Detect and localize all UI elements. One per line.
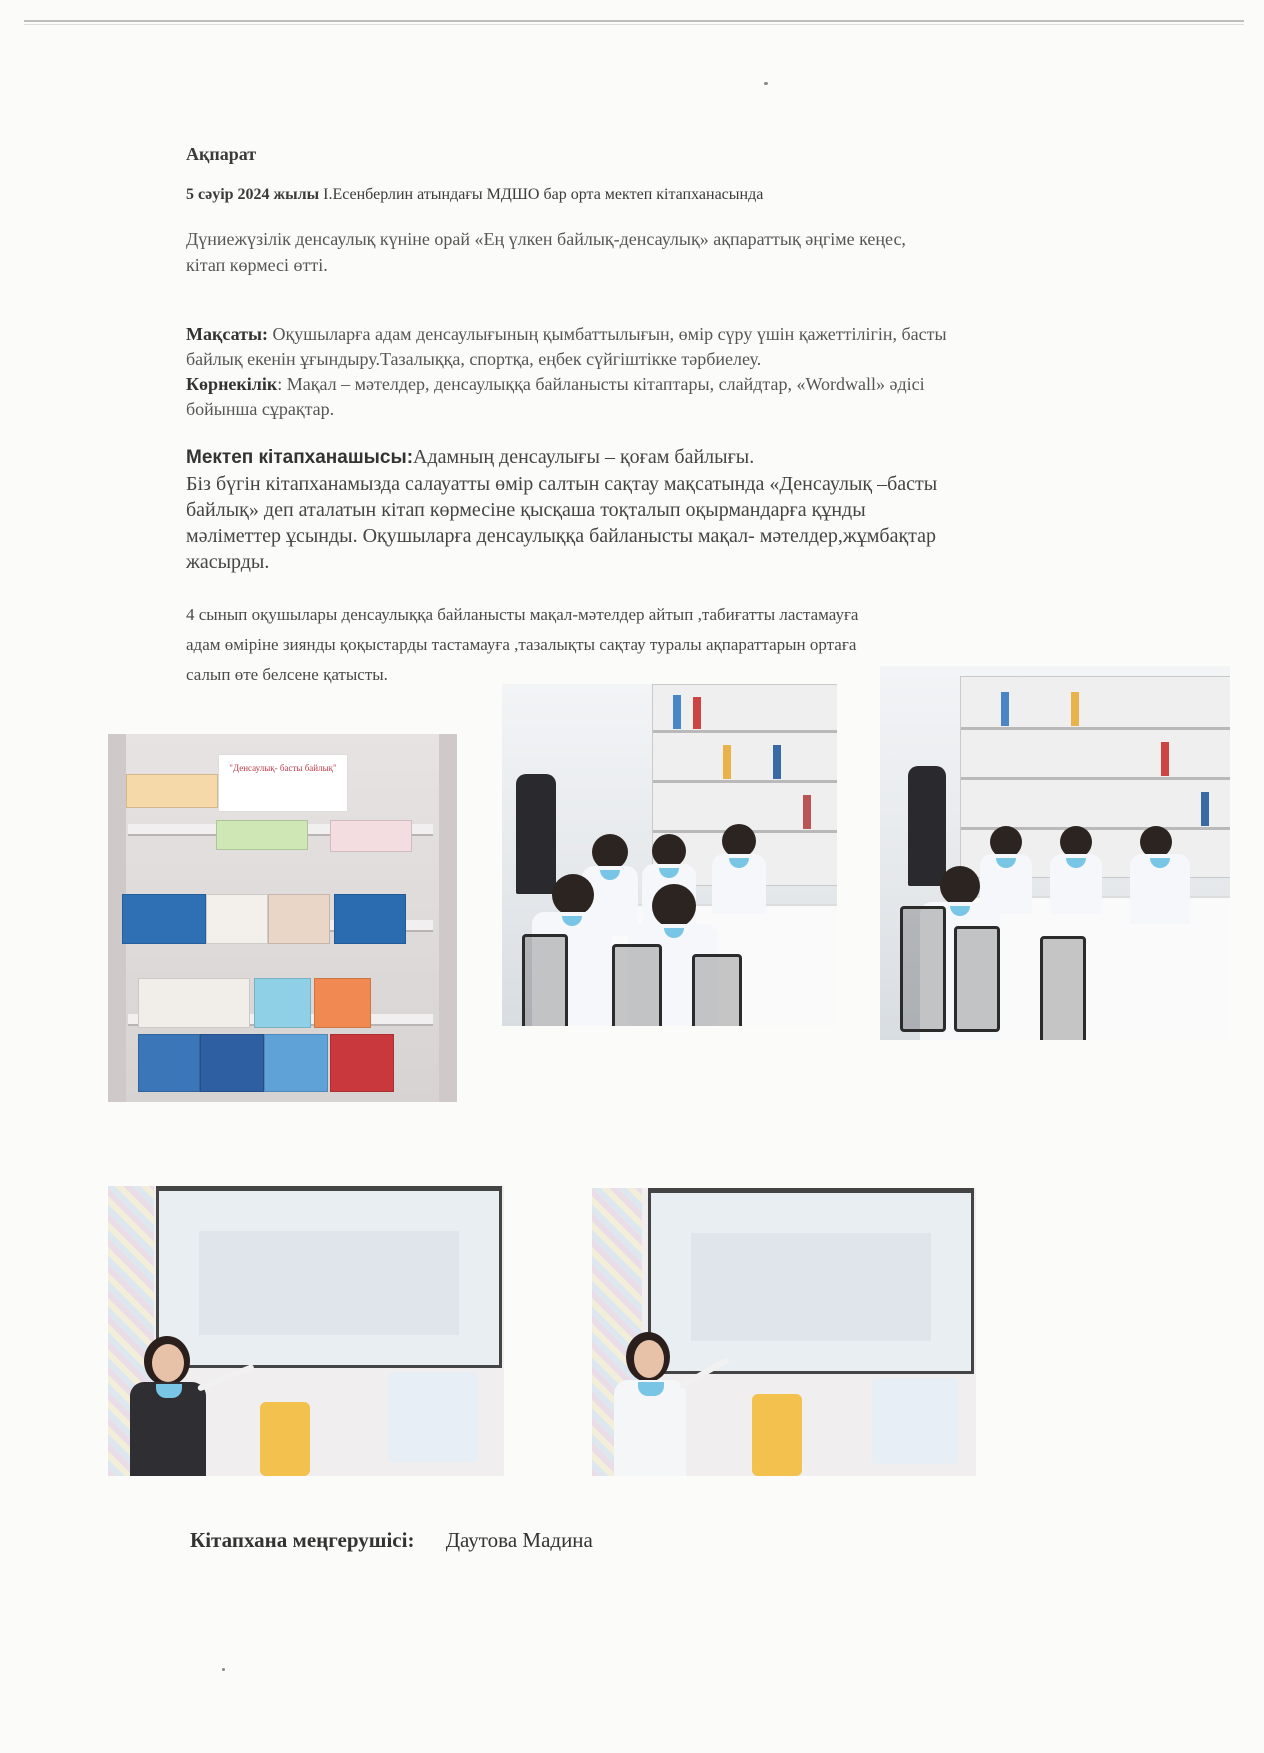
interactive-board-photo-1 xyxy=(108,1186,504,1476)
book xyxy=(200,1034,264,1092)
signature-line xyxy=(190,1528,593,1553)
book xyxy=(264,1034,328,1092)
wall-poster xyxy=(388,1372,478,1462)
chair xyxy=(954,926,1000,1032)
scan-speck xyxy=(764,82,768,85)
book xyxy=(254,978,311,1028)
event-date: 5 сәуір 2024 жылы xyxy=(186,186,320,203)
book xyxy=(122,894,206,944)
date-line xyxy=(186,186,763,204)
shelf-side xyxy=(439,734,457,1102)
teacher xyxy=(516,774,556,894)
intro-paragraph xyxy=(186,226,906,278)
book xyxy=(138,978,250,1028)
projection-screen xyxy=(156,1186,502,1368)
exhibition-banner: "Денсаулық- басты байлық" xyxy=(218,754,348,812)
chair xyxy=(1040,936,1086,1040)
class-note-paragraph xyxy=(186,600,858,690)
intro-line: Дүниежүзілік денсаулық күніне орай «Ең үлкен байлық-денсаулық» ақпараттық әңгіме кеңес, xyxy=(186,229,906,249)
visuals-text: бойынша сұрақтар. xyxy=(186,399,335,419)
librarian-label: Мектеп кітапханашысы: xyxy=(186,447,414,468)
book xyxy=(314,978,371,1028)
librarian-text: жасырды. xyxy=(186,551,270,573)
book xyxy=(206,894,268,944)
librarian-text: Адамның денсаулығы – қоғам байлығы. xyxy=(413,446,755,468)
book xyxy=(268,894,330,944)
intro-line: кітап көрмесі өтті. xyxy=(186,255,328,275)
scan-speck xyxy=(222,1668,225,1671)
library-session-photo-2 xyxy=(880,666,1230,1040)
visuals-text: : Мақал – мәтелдер, денсаулыққа байланысты кітаптары, слайдтар, «Wordwall» әдісі xyxy=(277,374,925,394)
librarian-text: байлық» деп аталатын кітап көрмесіне қысқаша тоқталып оқырмандарға құнды xyxy=(186,499,866,521)
goal-text: Оқушыларға адам денсаулығының қымбаттылығын, өмір сүру үшін қажеттілігін, басты xyxy=(268,324,947,344)
goal-paragraph xyxy=(186,322,947,422)
scan-edge-line xyxy=(24,20,1244,22)
book xyxy=(216,820,308,850)
librarian-paragraph xyxy=(186,444,937,575)
library-session-photo-1 xyxy=(502,684,837,1026)
book xyxy=(138,1034,200,1092)
book-exhibition-photo xyxy=(108,734,457,1102)
scan-edge-line xyxy=(24,24,1244,25)
class-note-line: адам өміріне зиянды қоқыстарды тастамауға ,тазалықты сақтау туралы ақпараттарын ортаға xyxy=(186,635,857,654)
librarian-text: Біз бүгін кітапханамызда салауатты өмір салтын сақтау мақсатында «Денсаулық –басты xyxy=(186,473,938,495)
projection-screen xyxy=(648,1188,974,1374)
class-note-line: 4 сынып оқушылары денсаулыққа байланысты мақал-мәтелдер айтып ,табиғатты ластамауға xyxy=(186,605,859,624)
goal-text: байлық екенін ұғындыру.Тазалыққа, спортқа, еңбек сүйгіштікке тәрбиелеу. xyxy=(186,349,762,369)
toy-house xyxy=(752,1394,802,1476)
event-place: І.Есенберлин атындағы МДШО бар орта мектеп кітапханасында xyxy=(323,186,764,203)
chair xyxy=(692,954,742,1026)
document-heading: Ақпарат xyxy=(186,144,257,164)
interactive-board-photo-2 xyxy=(592,1188,976,1476)
chair xyxy=(900,906,946,1032)
visuals-label: Көрнекілік xyxy=(186,374,278,394)
toy-house xyxy=(260,1402,310,1476)
signature-name: Даутова Мадина xyxy=(445,1528,593,1552)
book xyxy=(330,1034,394,1092)
teacher xyxy=(908,766,946,886)
signature-label: Кітапхана меңгерушісі: xyxy=(190,1528,415,1552)
librarian-text: мәліметтер ұсынды. Оқушыларға денсаулыққа байланысты мақал- мәтелдер,жұмбақтар xyxy=(186,525,937,547)
chair xyxy=(612,944,662,1026)
wall-poster xyxy=(872,1378,958,1464)
book xyxy=(330,820,412,852)
goal-label: Мақсаты: xyxy=(186,324,268,344)
book xyxy=(334,894,406,944)
class-note-line: салып өте белсене қатысты. xyxy=(186,665,388,684)
chair xyxy=(522,934,568,1026)
book xyxy=(126,774,218,808)
